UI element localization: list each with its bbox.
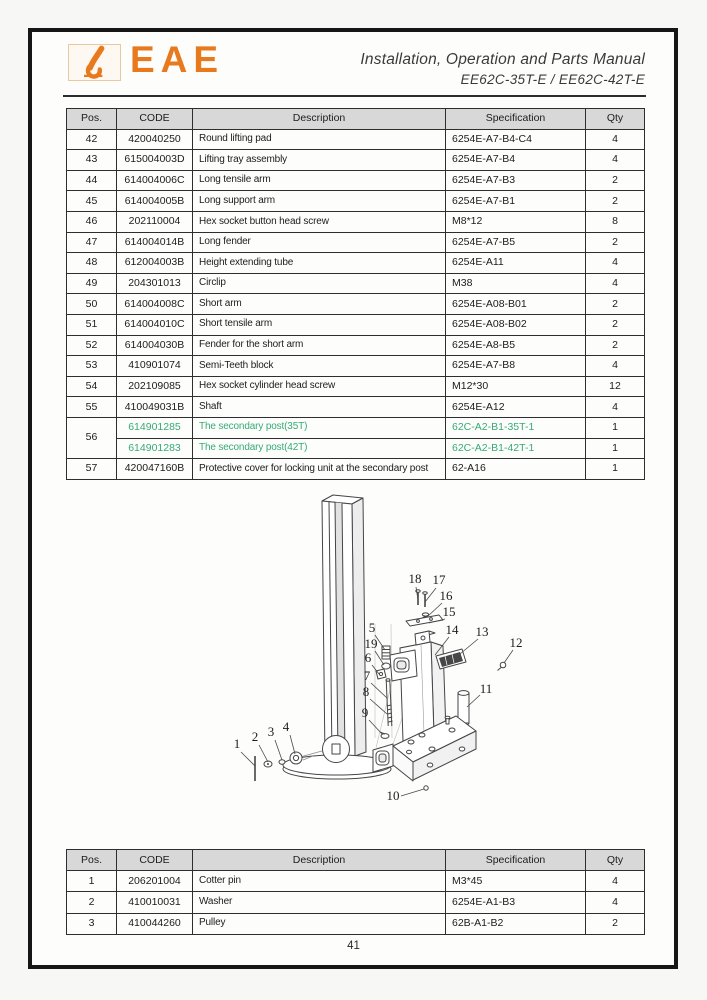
cell-pos: 2 bbox=[67, 892, 117, 913]
cell-qty: 1 bbox=[586, 417, 645, 438]
cell-spec: 6254E-A7-B8 bbox=[446, 356, 586, 377]
cell-code: 614901285 bbox=[117, 417, 193, 438]
cell-code: 614004030B bbox=[117, 335, 193, 356]
bolt-part-10 bbox=[424, 786, 428, 790]
cell-desc: Height extending tube bbox=[193, 253, 446, 274]
cell-pos: 44 bbox=[67, 170, 117, 191]
cell-spec: 62C-A2-B1-42T-1 bbox=[446, 438, 586, 459]
cell-desc: Round lifting pad bbox=[193, 129, 446, 150]
cell-spec: 6254E-A08-B02 bbox=[446, 314, 586, 335]
cell-desc: The secondary post(35T) bbox=[193, 417, 446, 438]
locking-unit bbox=[390, 650, 417, 681]
cell-code: 204301013 bbox=[117, 273, 193, 294]
eae-logo-icon bbox=[68, 44, 121, 81]
part-label-4: 4 bbox=[282, 719, 290, 734]
table-row bbox=[67, 417, 645, 438]
cell-qty: 2 bbox=[586, 170, 645, 191]
cell-spec: 6254E-A1-B3 bbox=[446, 892, 586, 913]
cell-spec: 62-A16 bbox=[446, 459, 586, 480]
table-row bbox=[67, 314, 645, 335]
cell-pos: 48 bbox=[67, 253, 117, 274]
cell-code: 615004003D bbox=[117, 150, 193, 171]
cell-desc: Protective cover for locking unit at the secondary post bbox=[193, 459, 446, 480]
table-row bbox=[67, 376, 645, 397]
table-row bbox=[67, 356, 645, 377]
cell-qty: 4 bbox=[586, 253, 645, 274]
cell-pos: 53 bbox=[67, 356, 117, 377]
cell-code: 206201004 bbox=[117, 871, 193, 892]
cell-qty: 2 bbox=[586, 232, 645, 253]
parts-table-upper bbox=[66, 108, 645, 480]
table-row bbox=[67, 191, 645, 212]
table-row bbox=[67, 871, 645, 892]
cell-pos: 52 bbox=[67, 335, 117, 356]
cell-code: 614004008C bbox=[117, 294, 193, 315]
column-header: CODE bbox=[117, 850, 193, 871]
table-header bbox=[67, 850, 645, 871]
cell-pos: 49 bbox=[67, 273, 117, 294]
table-header-row bbox=[67, 109, 645, 130]
fitting-part-6 bbox=[376, 669, 386, 679]
cell-desc: Lifting tray assembly bbox=[193, 150, 446, 171]
cell-pos: 1 bbox=[67, 871, 117, 892]
cell-desc: Short tensile arm bbox=[193, 314, 446, 335]
column-header: Description bbox=[193, 850, 446, 871]
cell-qty: 4 bbox=[586, 871, 645, 892]
column-header: Specification bbox=[446, 850, 586, 871]
cell-spec: 6254E-A8-B5 bbox=[446, 335, 586, 356]
cell-qty: 4 bbox=[586, 129, 645, 150]
table-row bbox=[67, 913, 645, 934]
cell-desc: Hex socket button head screw bbox=[193, 211, 446, 232]
parts-table-lower bbox=[66, 849, 645, 935]
cell-code: 420047160B bbox=[117, 459, 193, 480]
cell-spec: 62B-A1-B2 bbox=[446, 913, 586, 934]
table-row bbox=[67, 397, 645, 418]
part-label-19: 19 bbox=[364, 636, 378, 651]
cell-qty: 2 bbox=[586, 335, 645, 356]
cell-spec: 6254E-A7-B4 bbox=[446, 150, 586, 171]
cell-qty: 2 bbox=[586, 294, 645, 315]
part-label-6: 6 bbox=[364, 650, 372, 665]
part-label-7: 7 bbox=[363, 668, 371, 683]
cell-spec: 6254E-A11 bbox=[446, 253, 586, 274]
part-label-8: 8 bbox=[362, 684, 370, 699]
pulley-wheel-part bbox=[290, 752, 302, 764]
cell-pos: 3 bbox=[67, 913, 117, 934]
cell-spec: 6254E-A7-B1 bbox=[446, 191, 586, 212]
cell-desc: Pulley bbox=[193, 913, 446, 934]
cell-code: 410044260 bbox=[117, 913, 193, 934]
table-row bbox=[67, 150, 645, 171]
cell-spec: 6254E-A08-B01 bbox=[446, 294, 586, 315]
cell-code: 410049031B bbox=[117, 397, 193, 418]
part-label-9: 9 bbox=[361, 705, 369, 720]
part-label-1: 1 bbox=[233, 736, 241, 751]
part-label-12: 12 bbox=[509, 635, 523, 650]
part-label-3: 3 bbox=[267, 724, 275, 739]
cell-code: 410901074 bbox=[117, 356, 193, 377]
cell-code: 612004003B bbox=[117, 253, 193, 274]
cell-pos: 45 bbox=[67, 191, 117, 212]
screw-part-12 bbox=[498, 662, 506, 670]
table-row bbox=[67, 232, 645, 253]
table-row bbox=[67, 459, 645, 480]
part-label-17: 17 bbox=[432, 572, 446, 587]
cell-qty: 4 bbox=[586, 150, 645, 171]
cell-code: 614004005B bbox=[117, 191, 193, 212]
cell-qty: 4 bbox=[586, 397, 645, 418]
cell-code: 420040250 bbox=[117, 129, 193, 150]
cell-desc: Long tensile arm bbox=[193, 170, 446, 191]
cell-qty: 8 bbox=[586, 211, 645, 232]
column-header: Pos. bbox=[67, 850, 117, 871]
table-row bbox=[67, 211, 645, 232]
cell-pos: 55 bbox=[67, 397, 117, 418]
cell-desc: Short arm bbox=[193, 294, 446, 315]
cell-desc: Circlip bbox=[193, 273, 446, 294]
cell-qty: 2 bbox=[586, 314, 645, 335]
part-label-13: 13 bbox=[475, 624, 489, 639]
table-row bbox=[67, 170, 645, 191]
cell-spec: 62C-A2-B1-35T-1 bbox=[446, 417, 586, 438]
table-row bbox=[67, 294, 645, 315]
column-header: Qty bbox=[586, 850, 645, 871]
table-row bbox=[67, 892, 645, 913]
cell-qty: 2 bbox=[586, 913, 645, 934]
cell-pos: 50 bbox=[67, 294, 117, 315]
cell-desc: Fender for the short arm bbox=[193, 335, 446, 356]
cell-qty: 1 bbox=[586, 459, 645, 480]
cell-qty: 2 bbox=[586, 191, 645, 212]
cell-pos: 54 bbox=[67, 376, 117, 397]
part-label-16: 16 bbox=[439, 588, 453, 603]
cell-pos: 43 bbox=[67, 150, 117, 171]
cell-spec: M12*30 bbox=[446, 376, 586, 397]
column-header: Specification bbox=[446, 109, 586, 130]
cell-desc: Shaft bbox=[193, 397, 446, 418]
cell-code: 202109085 bbox=[117, 376, 193, 397]
cell-desc: The secondary post(42T) bbox=[193, 438, 446, 459]
cell-desc: Semi-Teeth block bbox=[193, 356, 446, 377]
cell-code: 410010031 bbox=[117, 892, 193, 913]
cell-pos: 42 bbox=[67, 129, 117, 150]
cell-qty: 12 bbox=[586, 376, 645, 397]
cell-pos: 51 bbox=[67, 314, 117, 335]
part-label-10: 10 bbox=[386, 788, 400, 803]
cell-desc: Hex socket cylinder head screw bbox=[193, 376, 446, 397]
cell-code: 614901283 bbox=[117, 438, 193, 459]
screw-part-17 bbox=[423, 592, 427, 607]
cell-pos: 47 bbox=[67, 232, 117, 253]
main-post bbox=[322, 495, 366, 760]
cell-spec: 6254E-A7-B3 bbox=[446, 170, 586, 191]
cell-desc: Long support arm bbox=[193, 191, 446, 212]
cell-code: 202110004 bbox=[117, 211, 193, 232]
table-row bbox=[67, 438, 645, 459]
column-header: Qty bbox=[586, 109, 645, 130]
part-label-15: 15 bbox=[442, 604, 456, 619]
cell-spec: 6254E-A12 bbox=[446, 397, 586, 418]
cell-spec: M8*12 bbox=[446, 211, 586, 232]
cell-qty: 1 bbox=[586, 438, 645, 459]
table-header-row bbox=[67, 850, 645, 871]
part-label-11: 11 bbox=[479, 681, 493, 696]
header-divider bbox=[63, 95, 646, 97]
cell-pos: 57 bbox=[67, 459, 117, 480]
cell-pos: 46 bbox=[67, 211, 117, 232]
model-numbers: EE62C-35T-E / EE62C-42T-E bbox=[460, 72, 645, 87]
table-row bbox=[67, 335, 645, 356]
cell-spec: M38 bbox=[446, 273, 586, 294]
part-label-2: 2 bbox=[251, 729, 259, 744]
table-row bbox=[67, 253, 645, 274]
column-header: Description bbox=[193, 109, 446, 130]
cell-code: 614004006C bbox=[117, 170, 193, 191]
page-number: 41 bbox=[347, 940, 360, 952]
eae-logo-glyph bbox=[69, 45, 120, 80]
column-header: Pos. bbox=[67, 109, 117, 130]
table-header bbox=[67, 109, 645, 130]
cell-qty: 4 bbox=[586, 892, 645, 913]
column-header: CODE bbox=[117, 109, 193, 130]
cell-code: 614004010C bbox=[117, 314, 193, 335]
brand-text: EAE bbox=[130, 39, 225, 80]
part-label-5: 5 bbox=[368, 620, 376, 635]
manual-title: Installation, Operation and Parts Manual bbox=[360, 51, 645, 68]
part-label-18: 18 bbox=[408, 571, 422, 586]
table-row bbox=[67, 129, 645, 150]
cell-desc: Cotter pin bbox=[193, 871, 446, 892]
cell-pos: 56 bbox=[67, 417, 117, 458]
cell-qty: 4 bbox=[586, 356, 645, 377]
cell-spec: M3*45 bbox=[446, 871, 586, 892]
cell-desc: Long fender bbox=[193, 232, 446, 253]
cell-code: 614004014B bbox=[117, 232, 193, 253]
cell-desc: Washer bbox=[193, 892, 446, 913]
cell-qty: 4 bbox=[586, 273, 645, 294]
table-row bbox=[67, 273, 645, 294]
cell-spec: 6254E-A7-B5 bbox=[446, 232, 586, 253]
exploded-parts-diagram bbox=[225, 488, 535, 838]
part-label-14: 14 bbox=[445, 622, 459, 637]
cell-spec: 6254E-A7-B4-C4 bbox=[446, 129, 586, 150]
